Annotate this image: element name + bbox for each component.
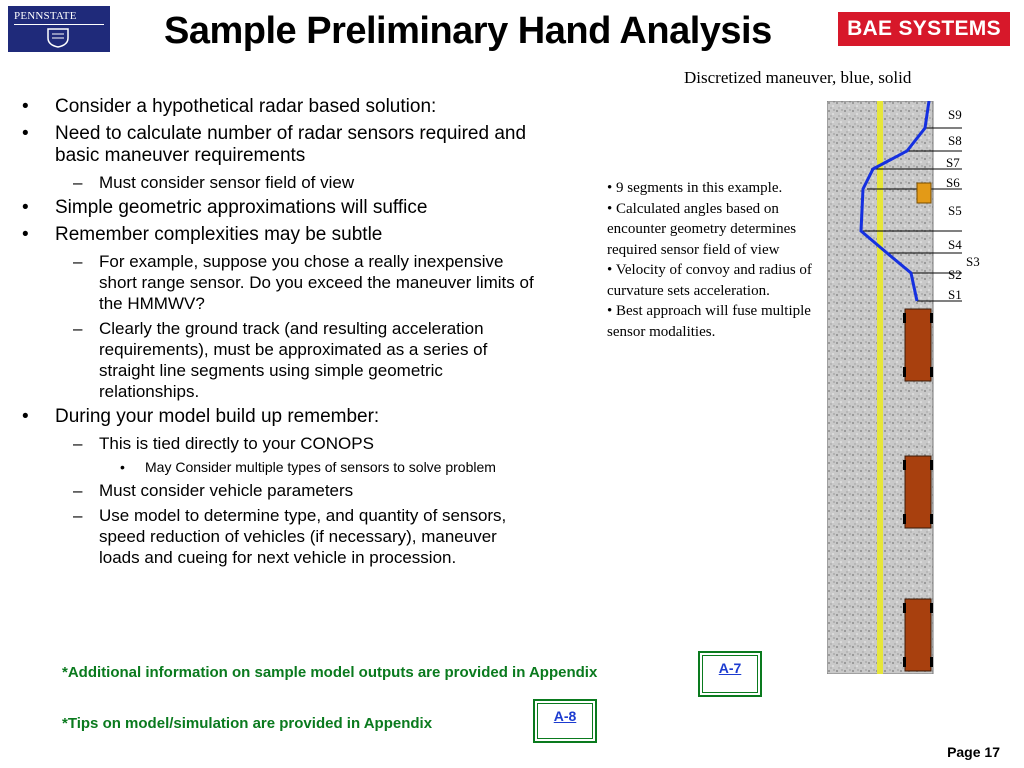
bullet-item: • Remember complexities may be subtle [20,224,540,246]
segment-label: S9 [948,107,962,122]
segment-label: S8 [948,133,962,148]
sub-bullet-item: – For example, suppose you chose a really inexpensive short range sensor. Do you exceed the maneuver limits of the HMMWV? [20,251,540,314]
figure-note: • Best approach will fuse multiple sensor modalities. [607,303,811,340]
figure-caption: Discretized maneuver, blue, solid [684,68,912,87]
segment-label: S5 [948,203,962,218]
bullet-item: • Need to calculate number of radar sensors required and basic maneuver requirements [20,123,540,167]
segment-label: S1 [948,287,962,302]
segment-label: S7 [946,155,960,170]
pennstate-logo-text: PENNSTATE [14,10,77,22]
bullet-item: • During your model build up remember: [20,406,540,428]
figure-note: • Calculated angles based on encounter geometry determines required sensor field of view [607,200,797,258]
bullet-item: • Consider a hypothetical radar based solution: [20,96,540,118]
segment-label: S3 [966,254,980,269]
vehicle [903,309,933,381]
appendix-a7-link[interactable] [698,651,762,697]
bullet-item: • Simple geometric approximations will suffice [20,197,540,219]
appendix-a8-label: A-8 [537,703,593,739]
road-diagram [827,101,937,674]
figure-note: • 9 segments in this example. [607,180,783,196]
appendix-note: *Additional information on sample model outputs are provided in Appendix [62,664,598,681]
sub-bullet-item: – Must consider sensor field of view [20,172,540,193]
shield-icon [46,28,70,48]
sub-bullet-item: – Use model to determine type, and quantity of sensors, speed reduction of vehicles (if necessary), maneuver loads and cueing for next vehicle in procession. [20,505,540,568]
segment-label: S2 [948,267,962,282]
page-number: Page 17 [947,744,1000,760]
sub-bullet-item: – Must consider vehicle parameters [20,480,540,501]
sub-bullet-item: – Clearly the ground track (and resulting acceleration requirements), must be approximated as a series of straight line segments using simple geometric relationships. [20,318,540,402]
segment-label: S6 [946,175,960,190]
vehicle [903,599,933,671]
appendix-a8-link[interactable] [533,699,597,743]
figure-notes [607,178,829,342]
figure-note: • Velocity of convoy and radius of curvature sets acceleration. [607,262,812,299]
bae-systems-logo: BAE SYSTEMS [838,12,1010,46]
bullet-list [20,96,540,572]
appendix-a7-label: A-7 [702,655,758,693]
pennstate-logo [8,6,110,52]
logo-rule [14,24,104,25]
sub-bullet-item: – This is tied directly to your CONOPS [20,433,540,454]
segment-label: S4 [948,237,962,252]
vehicle [903,456,933,528]
center-line [877,101,883,674]
tips-note: *Tips on model/simulation are provided in Appendix [62,715,433,732]
sub-sub-bullet-item: • May Consider multiple types of sensors to solve problem [20,458,505,476]
sensor-box [917,183,931,203]
page-title: Sample Preliminary Hand Analysis [164,10,772,52]
